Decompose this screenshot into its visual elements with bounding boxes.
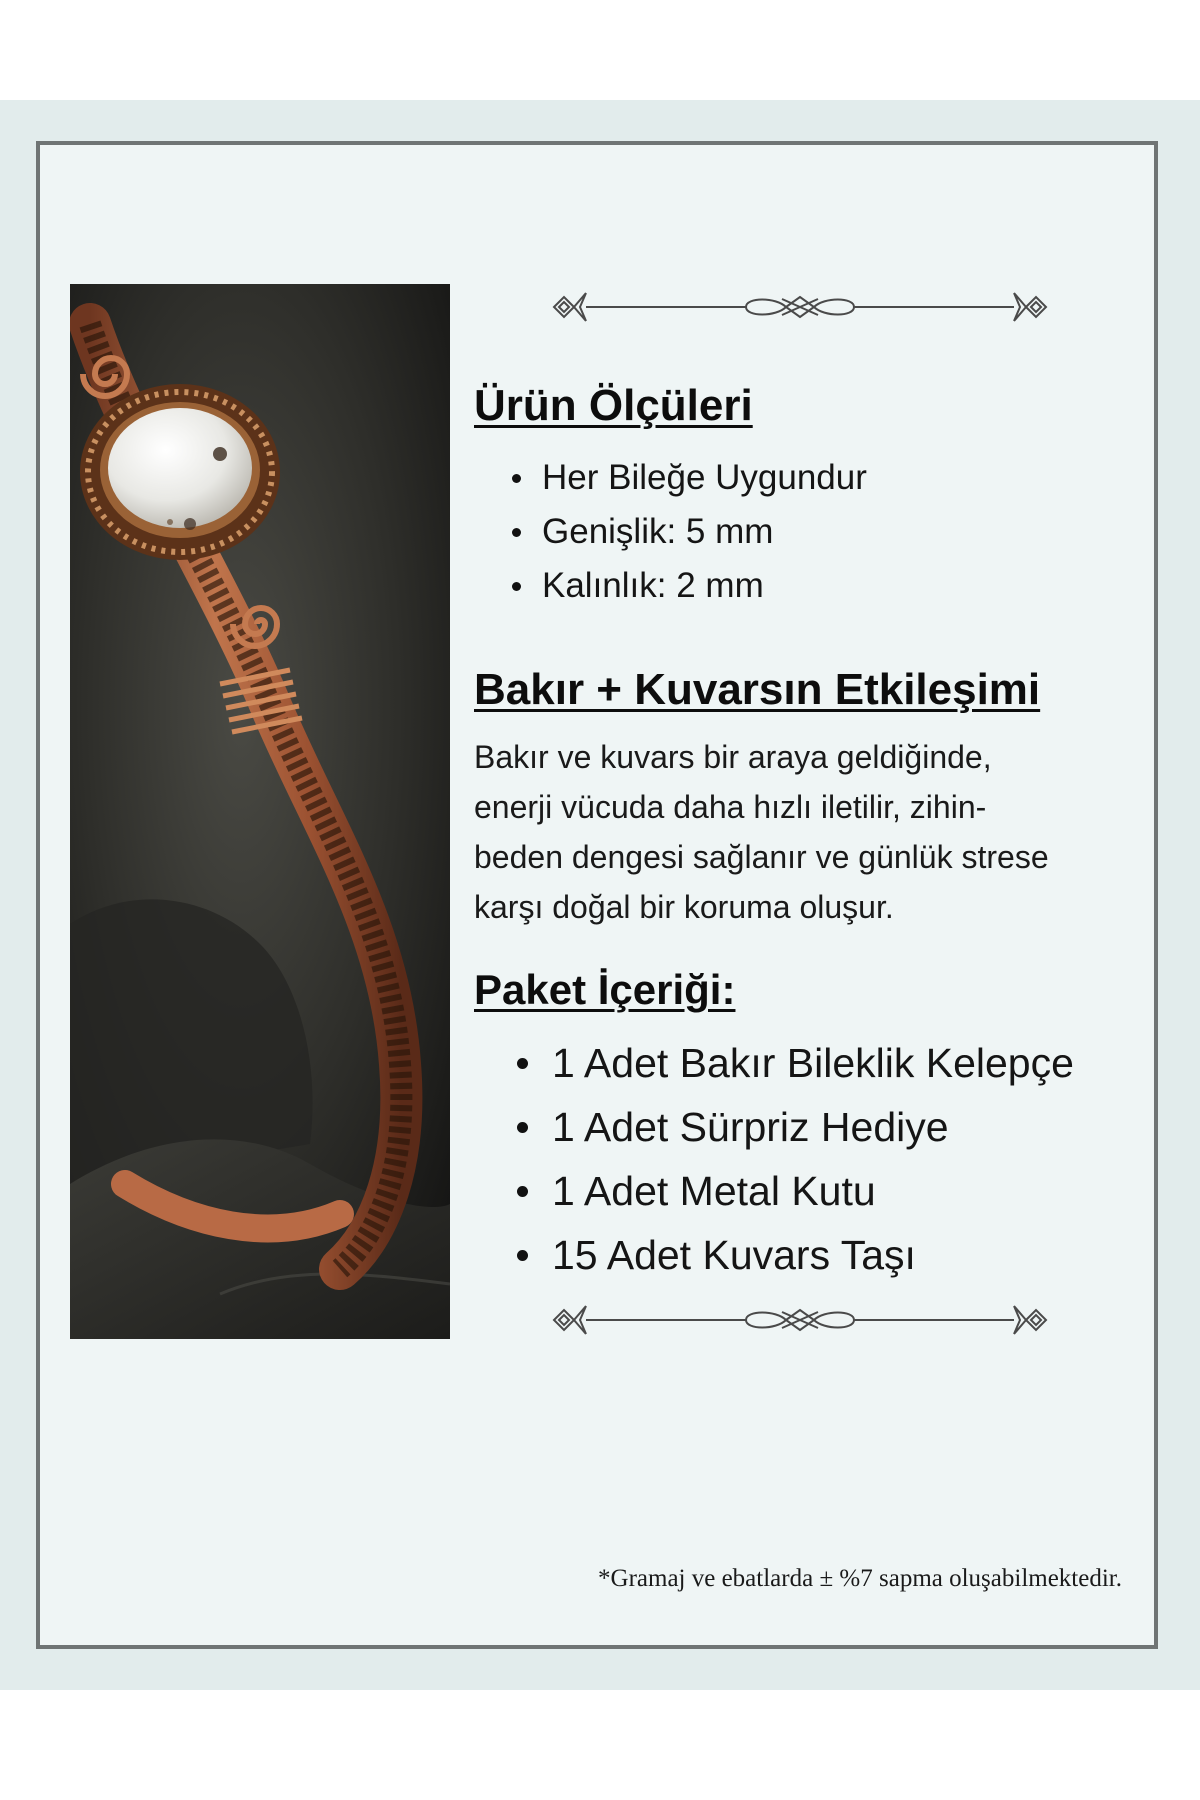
- list-item: 1 Adet Metal Kutu: [552, 1159, 1074, 1223]
- description-line: enerji vücuda daha hızlı iletilir, zihin-: [474, 789, 987, 825]
- footnote: *Gramaj ve ebatlarda ± %7 sapma oluşabilmektedir.: [598, 1565, 1122, 1592]
- description-line: Bakır ve kuvars bir araya geldiğinde,: [474, 739, 992, 775]
- package-list: [552, 1031, 1074, 1287]
- list-item: Kalınlık: 2 mm: [542, 559, 867, 613]
- list-item: 15 Adet Kuvars Taşı: [552, 1223, 1074, 1287]
- dimensions-title: Ürün Ölçüleri: [474, 381, 753, 430]
- package-title: Paket İçeriği:: [474, 966, 736, 1013]
- dimensions-list: [542, 451, 867, 613]
- product-photo: [70, 284, 450, 1339]
- interaction-title: Bakır + Kuvarsın Etkileşimi: [474, 665, 1041, 714]
- flourish-divider-icon: [550, 1300, 1050, 1340]
- description-line: karşı doğal bir koruma oluşur.: [474, 889, 894, 925]
- list-item: Genişlik: 5 mm: [542, 505, 867, 559]
- list-item: 1 Adet Bakır Bileklik Kelepçe: [552, 1031, 1074, 1095]
- flourish-divider-icon: [550, 287, 1050, 327]
- list-item: 1 Adet Sürpriz Hediye: [552, 1095, 1074, 1159]
- list-item: Her Bileğe Uygundur: [542, 451, 867, 505]
- info-card: [36, 141, 1158, 1649]
- description-line: beden dengesi sağlanır ve günlük strese: [474, 839, 1049, 875]
- interaction-description: [474, 732, 1164, 932]
